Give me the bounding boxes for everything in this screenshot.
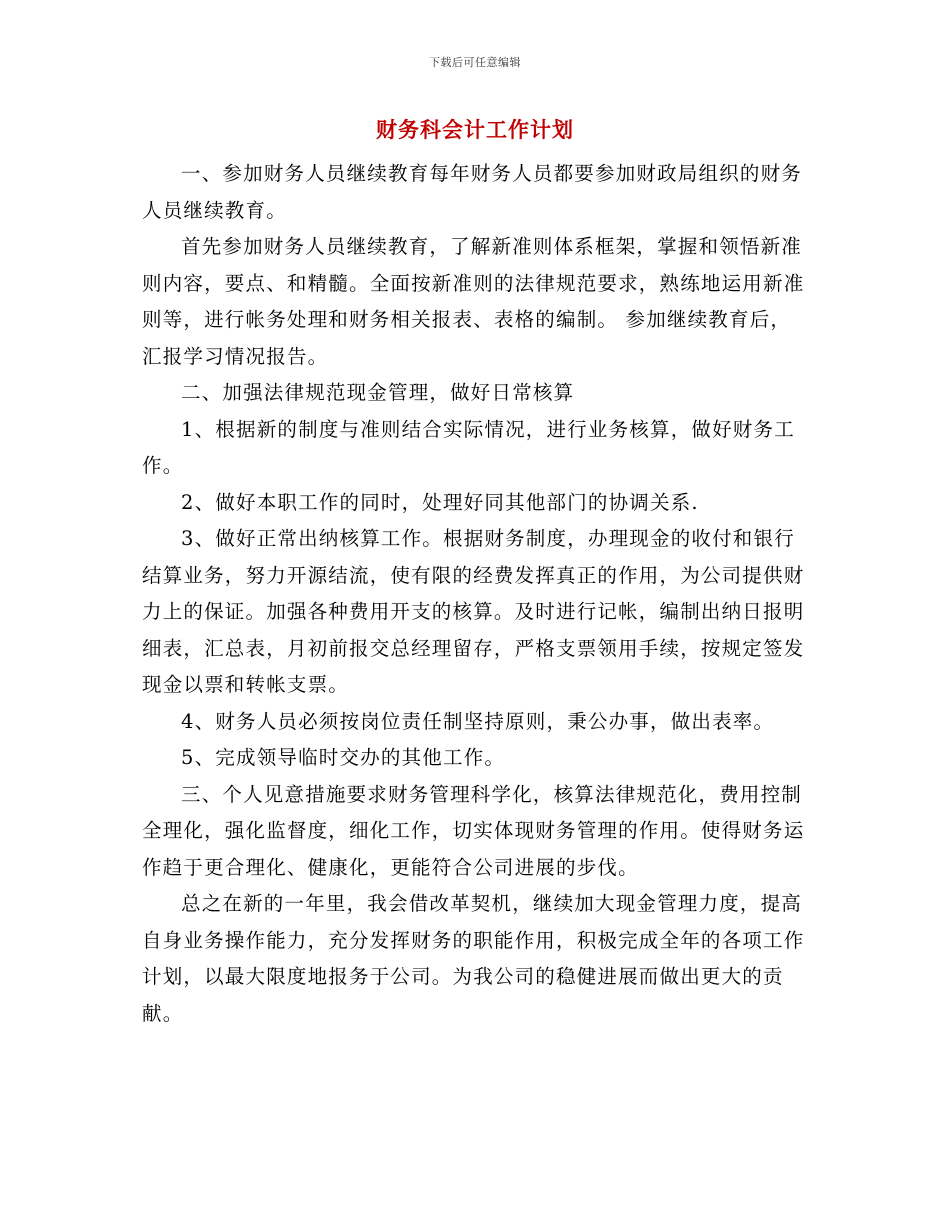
paragraph-6: 3、做好正常出纳核算工作。根据财务制度，办理现金的收付和银行结算业务，努力开源结流，使有限的经费发挥真正的作用，为公司提供财力上的保证。加强各种费用开支的核算。及时进行记帐，编制出纳日报明细表，汇总表，月初前报交总经理留存，严格支票领用手续，按规定签发现金以票和转帐支票。 [142, 527, 805, 696]
document-title: 财务科会计工作计划 [376, 117, 574, 142]
paragraph-10: 总之在新的一年里，我会借改革契机，继续加大现金管理力度，提高自身业务操作能力，充分发挥财务的职能作用，积极完成全年的各项工作计划，以最大限度地报务于公司。为我公司的稳健进展而做出更大的贡献。 [142, 892, 805, 1025]
header-note: 下载后可任意编辑 [429, 56, 521, 69]
paragraph-2: 首先参加财务人员继续教育，了解新准则体系框架，掌握和领悟新准则内容，要点、和精髓。全面按新准则的法律规范要求，熟练地运用新准则等，进行帐务处理和财务相关报表、表格的编制。 参加继续教育后，汇报学习情况报告。 [142, 235, 805, 368]
paragraph-4: 1、根据新的制度与准则结合实际情况，进行业务核算，做好财务工作。 [142, 417, 795, 477]
paragraph-9: 三、个人见意措施要求财务管理科学化，核算法律规范化，费用控制全理化，强化监督度，细化工作，切实体现财务管理的作用。使得财务运作趋于更合理化、健康化，更能符合公司进展的步伐。 [142, 782, 805, 879]
paragraph-8: 5、完成领导临时交办的其他工作。 [181, 746, 506, 769]
paragraph-5: 2、做好本职工作的同时，处理好同其他部门的协调关系. [181, 490, 699, 514]
paragraph-3: 二、加强法律规范现金管理，做好日常核算 [181, 381, 575, 404]
paragraph-1: 一、参加财务人员继续教育每年财务人员都要参加财政局组织的财务人员继续教育。 [142, 162, 803, 222]
document-body [142, 156, 810, 1032]
paragraph-7: 4、财务人员必须按岗位责任制坚持原则，秉公办事，做出表率。 [181, 709, 775, 733]
